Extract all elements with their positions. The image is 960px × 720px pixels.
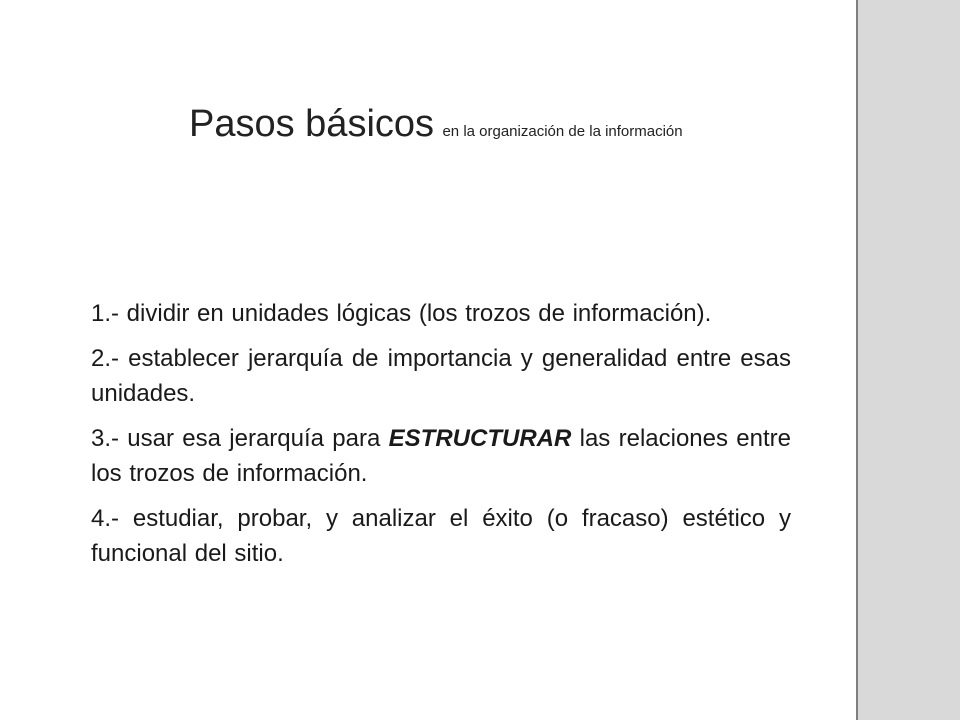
step-item-2: 2.- establecer jerarquía de importancia y generalidad entre esas unidades.: [91, 345, 791, 407]
slide-title: [189, 105, 683, 143]
title-main: Pasos básicos: [189, 103, 435, 145]
step-3-emphasis: ESTRUCTURAR: [388, 425, 572, 452]
side-panel: [856, 0, 960, 720]
step-item-4: 4.- estudiar, probar, y analizar el éxito (o fracaso) estético y funcional del sitio.: [91, 505, 791, 567]
step-item-1: 1.- dividir en unidades lógicas (los trozos de información).: [91, 300, 712, 327]
step-item-3: [91, 421, 791, 491]
title-subtitle: en la organización de la información: [442, 123, 683, 140]
step-3-text-end: las relaciones entre los trozos de información.: [91, 425, 792, 487]
step-3-text-start: 3.- usar esa jerarquía para: [91, 425, 389, 452]
steps-list: [91, 296, 791, 581]
